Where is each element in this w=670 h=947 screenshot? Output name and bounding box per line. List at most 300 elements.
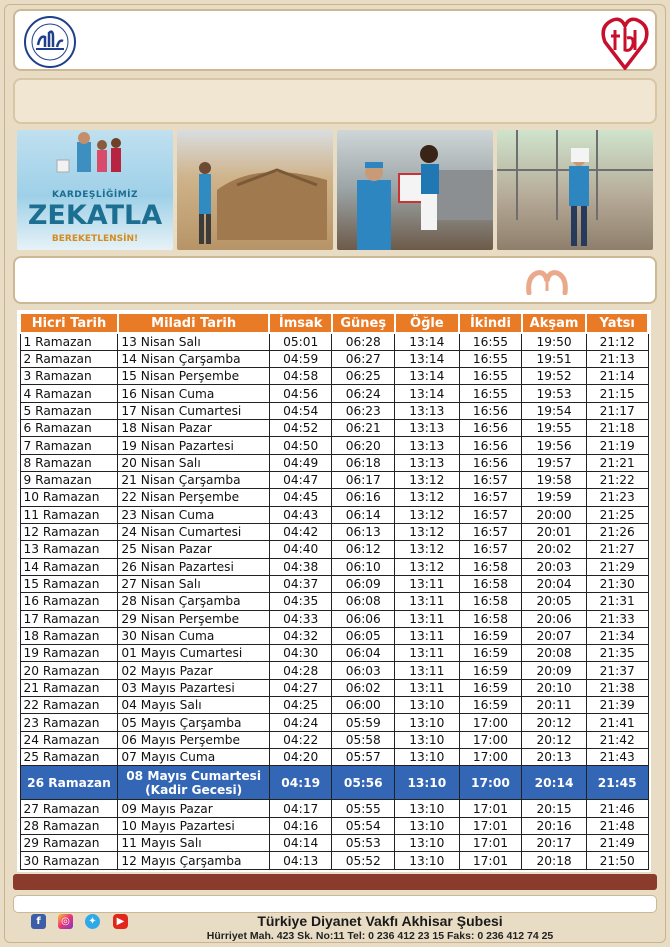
org-address: Hürriyet Mah. 423 Sk. No:11 Tel: 0 236 412 23 15 Faks: 0 236 412 74 25 — [206, 930, 554, 942]
youtube-icon[interactable]: ▶ — [113, 914, 128, 929]
cell-hicri: 29 Ramazan — [20, 834, 118, 851]
cell-aksam: 20:16 — [522, 817, 587, 834]
cell-ogle: 13:11 — [395, 575, 460, 592]
cell-aksam: 19:55 — [522, 420, 587, 437]
table-row — [20, 333, 648, 350]
cell-yatsi: 21:29 — [586, 558, 648, 575]
cell-ogle: 13:11 — [395, 645, 460, 662]
cell-ogle: 13:11 — [395, 679, 460, 696]
cell-aksam: 20:17 — [522, 834, 587, 851]
cell-ogle: 13:14 — [395, 350, 460, 367]
col-header-miladi: Miladi Tarih — [118, 313, 269, 333]
cell-aksam: 20:07 — [522, 627, 587, 644]
cell-hicri: 16 Ramazan — [20, 593, 118, 610]
cell-miladi: 28 Nisan Çarşamba — [118, 593, 269, 610]
cell-miladi: 19 Nisan Pazartesi — [118, 437, 269, 454]
cell-ikindi: 16:55 — [459, 350, 522, 367]
cell-ogle: 13:13 — [395, 454, 460, 471]
cell-gunes: 06:05 — [332, 627, 395, 644]
cell-yatsi: 21:42 — [586, 731, 648, 748]
cell-imsak: 04:45 — [269, 489, 332, 506]
cell-miladi: 20 Nisan Salı — [118, 454, 269, 471]
cell-ikindi: 16:55 — [459, 333, 522, 350]
cell-gunes: 05:56 — [332, 766, 395, 800]
col-header-hicri: Hicri Tarih — [20, 313, 118, 333]
cell-gunes: 06:17 — [332, 472, 395, 489]
cell-ikindi: 16:59 — [459, 645, 522, 662]
table-row — [20, 749, 648, 766]
cell-yatsi: 21:21 — [586, 454, 648, 471]
cell-imsak: 04:40 — [269, 541, 332, 558]
cell-ogle: 13:10 — [395, 834, 460, 851]
cell-aksam: 19:57 — [522, 454, 587, 471]
table-row — [20, 541, 648, 558]
header-box — [13, 9, 657, 71]
cell-ogle: 13:12 — [395, 472, 460, 489]
cell-miladi: 29 Nisan Perşembe — [118, 610, 269, 627]
cell-miladi: 01 Mayıs Cumartesi — [118, 645, 269, 662]
cell-aksam: 19:56 — [522, 437, 587, 454]
cell-aksam: 19:59 — [522, 489, 587, 506]
cell-ogle: 13:14 — [395, 385, 460, 402]
col-header-ikindi: İkindi — [459, 313, 522, 333]
photo-strip — [13, 130, 657, 250]
cell-ogle: 13:10 — [395, 697, 460, 714]
info-box — [13, 256, 657, 304]
cell-imsak: 04:49 — [269, 454, 332, 471]
cell-hicri: 26 Ramazan — [20, 766, 118, 800]
cell-ikindi: 16:58 — [459, 610, 522, 627]
cell-imsak: 04:56 — [269, 385, 332, 402]
cell-imsak: 04:13 — [269, 852, 332, 870]
col-header-yatsi: Yatsı — [586, 313, 648, 333]
cell-yatsi: 21:39 — [586, 697, 648, 714]
cell-imsak: 04:38 — [269, 558, 332, 575]
cell-ogle: 13:10 — [395, 766, 460, 800]
cell-ikindi: 17:01 — [459, 817, 522, 834]
table-row — [20, 489, 648, 506]
cell-ogle: 13:10 — [395, 800, 460, 817]
table-row — [20, 506, 648, 523]
cell-imsak: 04:19 — [269, 766, 332, 800]
cell-miladi: 04 Mayıs Salı — [118, 697, 269, 714]
cell-gunes: 05:55 — [332, 800, 395, 817]
cell-ogle: 13:10 — [395, 749, 460, 766]
cell-miladi: 15 Nisan Perşembe — [118, 368, 269, 385]
cell-ogle: 13:10 — [395, 817, 460, 834]
cell-aksam: 20:09 — [522, 662, 587, 679]
cell-gunes: 06:00 — [332, 697, 395, 714]
cell-ogle: 13:13 — [395, 437, 460, 454]
cell-aksam: 19:50 — [522, 333, 587, 350]
zekat-top-text: KARDEŞLİĞİMİZ — [51, 190, 139, 200]
cell-gunes: 06:13 — [332, 523, 395, 540]
table-row — [20, 852, 648, 870]
cell-ikindi: 17:00 — [459, 731, 522, 748]
cell-yatsi: 21:14 — [586, 368, 648, 385]
cell-yatsi: 21:48 — [586, 817, 648, 834]
cell-gunes: 06:06 — [332, 610, 395, 627]
cell-gunes: 06:28 — [332, 333, 395, 350]
cell-gunes: 05:52 — [332, 852, 395, 870]
cell-ikindi: 16:59 — [459, 697, 522, 714]
col-header-aksam: Akşam — [522, 313, 587, 333]
cell-ikindi: 16:57 — [459, 523, 522, 540]
table-row — [20, 472, 648, 489]
cell-yatsi: 21:49 — [586, 834, 648, 851]
cell-gunes: 06:14 — [332, 506, 395, 523]
cell-miladi: 05 Mayıs Çarşamba — [118, 714, 269, 731]
cell-ikindi: 16:57 — [459, 489, 522, 506]
table-row — [20, 817, 648, 834]
people-illustration — [17, 130, 173, 190]
cell-imsak: 04:25 — [269, 697, 332, 714]
cell-yatsi: 21:13 — [586, 350, 648, 367]
cell-imsak: 04:30 — [269, 645, 332, 662]
cell-hicri: 8 Ramazan — [20, 454, 118, 471]
cell-ogle: 13:11 — [395, 662, 460, 679]
aid-photo-construction — [497, 130, 653, 250]
cell-ikindi: 17:00 — [459, 766, 522, 800]
table-row — [20, 385, 648, 402]
cell-imsak: 04:54 — [269, 402, 332, 419]
table-row — [20, 714, 648, 731]
cell-aksam: 19:54 — [522, 402, 587, 419]
cell-miladi: 08 Mayıs Cumartesi (Kadir Gecesi) — [118, 766, 269, 800]
table-row — [20, 731, 648, 748]
cell-aksam: 20:03 — [522, 558, 587, 575]
cell-yatsi: 21:46 — [586, 800, 648, 817]
cell-gunes: 06:10 — [332, 558, 395, 575]
cell-hicri: 15 Ramazan — [20, 575, 118, 592]
cell-imsak: 04:43 — [269, 506, 332, 523]
table-body — [20, 333, 648, 870]
cell-ogle: 13:12 — [395, 523, 460, 540]
cell-miladi: 26 Nisan Pazartesi — [118, 558, 269, 575]
cell-ogle: 13:11 — [395, 593, 460, 610]
diyanet-logo-icon — [23, 15, 77, 69]
brown-divider-bar — [13, 874, 657, 890]
table-row — [20, 454, 648, 471]
zekat-campaign-image — [17, 130, 173, 250]
cell-aksam: 20:12 — [522, 714, 587, 731]
cell-yatsi: 21:34 — [586, 627, 648, 644]
org-name: Türkiye Diyanet Vakfı Akhisar Şubesi — [257, 913, 503, 929]
cell-aksam: 20:05 — [522, 593, 587, 610]
cell-miladi: 25 Nisan Pazar — [118, 541, 269, 558]
cell-miladi: 10 Mayıs Pazartesi — [118, 817, 269, 834]
cell-yatsi: 21:18 — [586, 420, 648, 437]
table-row — [20, 645, 648, 662]
cell-yatsi: 21:22 — [586, 472, 648, 489]
banner-strip — [13, 78, 657, 124]
tdv-logo-icon — [601, 14, 649, 70]
cell-ogle: 13:14 — [395, 368, 460, 385]
cell-imsak: 04:37 — [269, 575, 332, 592]
cell-ikindi: 17:00 — [459, 714, 522, 731]
cell-ogle: 13:10 — [395, 714, 460, 731]
cell-yatsi: 21:31 — [586, 593, 648, 610]
cell-miladi: 23 Nisan Cuma — [118, 506, 269, 523]
cell-imsak: 04:42 — [269, 523, 332, 540]
zekat-sub-text: BEREKETLENSİN! — [51, 234, 139, 244]
cell-gunes: 06:16 — [332, 489, 395, 506]
cell-gunes: 05:53 — [332, 834, 395, 851]
cell-ogle: 13:10 — [395, 731, 460, 748]
cell-imsak: 04:17 — [269, 800, 332, 817]
cell-ogle: 13:12 — [395, 489, 460, 506]
cell-hicri: 21 Ramazan — [20, 679, 118, 696]
cell-miladi: 14 Nisan Çarşamba — [118, 350, 269, 367]
cell-ogle: 13:12 — [395, 541, 460, 558]
cell-gunes: 05:57 — [332, 749, 395, 766]
cell-imsak: 04:50 — [269, 437, 332, 454]
table-row — [20, 420, 648, 437]
cell-ogle: 13:11 — [395, 610, 460, 627]
cell-miladi: 11 Mayıs Salı — [118, 834, 269, 851]
cell-ogle: 13:11 — [395, 627, 460, 644]
cell-yatsi: 21:43 — [586, 749, 648, 766]
table-row — [20, 679, 648, 696]
cell-imsak: 04:59 — [269, 350, 332, 367]
cell-gunes: 06:18 — [332, 454, 395, 471]
cell-miladi: 13 Nisan Salı — [118, 333, 269, 350]
cell-yatsi: 21:27 — [586, 541, 648, 558]
twitter-icon[interactable]: ✦ — [85, 914, 100, 929]
cell-imsak: 04:20 — [269, 749, 332, 766]
cell-hicri: 18 Ramazan — [20, 627, 118, 644]
cell-hicri: 2 Ramazan — [20, 350, 118, 367]
cell-miladi: 18 Nisan Pazar — [118, 420, 269, 437]
cell-imsak: 04:58 — [269, 368, 332, 385]
cell-ogle: 13:12 — [395, 558, 460, 575]
table-row — [20, 610, 648, 627]
cell-miladi: 30 Nisan Cuma — [118, 627, 269, 644]
table-row — [20, 558, 648, 575]
cell-ikindi: 16:58 — [459, 593, 522, 610]
cell-gunes: 06:25 — [332, 368, 395, 385]
cell-ikindi: 17:01 — [459, 852, 522, 870]
cell-hicri: 27 Ramazan — [20, 800, 118, 817]
cell-yatsi: 21:50 — [586, 852, 648, 870]
cell-hicri: 5 Ramazan — [20, 402, 118, 419]
cell-yatsi: 21:26 — [586, 523, 648, 540]
facebook-icon[interactable]: f — [31, 914, 46, 929]
cell-miladi: 24 Nisan Cumartesi — [118, 523, 269, 540]
cell-hicri: 10 Ramazan — [20, 489, 118, 506]
cell-ikindi: 16:57 — [459, 541, 522, 558]
cell-hicri: 9 Ramazan — [20, 472, 118, 489]
cell-ikindi: 16:59 — [459, 679, 522, 696]
cell-ikindi: 16:57 — [459, 506, 522, 523]
cell-gunes: 06:08 — [332, 593, 395, 610]
cell-yatsi: 21:15 — [586, 385, 648, 402]
cell-hicri: 24 Ramazan — [20, 731, 118, 748]
cell-miladi: 09 Mayıs Pazar — [118, 800, 269, 817]
cell-yatsi: 21:19 — [586, 437, 648, 454]
cell-aksam: 19:58 — [522, 472, 587, 489]
table-row — [20, 766, 648, 800]
cell-aksam: 19:53 — [522, 385, 587, 402]
cell-yatsi: 21:45 — [586, 766, 648, 800]
cell-miladi: 16 Nisan Cuma — [118, 385, 269, 402]
cell-imsak: 04:16 — [269, 817, 332, 834]
cell-ikindi: 16:56 — [459, 420, 522, 437]
table-row — [20, 368, 648, 385]
footer-box — [13, 895, 657, 913]
instagram-icon[interactable]: ◎ — [58, 914, 73, 929]
table-header-row — [20, 313, 648, 333]
cell-imsak: 04:32 — [269, 627, 332, 644]
cell-ikindi: 16:57 — [459, 472, 522, 489]
cell-ikindi: 16:58 — [459, 558, 522, 575]
table-row — [20, 437, 648, 454]
cell-yatsi: 21:35 — [586, 645, 648, 662]
table-row — [20, 800, 648, 817]
cell-hicri: 28 Ramazan — [20, 817, 118, 834]
cell-ikindi: 16:56 — [459, 454, 522, 471]
col-header-ogle: Öğle — [395, 313, 460, 333]
cell-ogle: 13:14 — [395, 333, 460, 350]
cell-gunes: 06:12 — [332, 541, 395, 558]
cell-ogle: 13:10 — [395, 852, 460, 870]
cell-ogle: 13:13 — [395, 420, 460, 437]
cell-hicri: 12 Ramazan — [20, 523, 118, 540]
cell-ikindi: 16:59 — [459, 662, 522, 679]
cell-miladi: 07 Mayıs Cuma — [118, 749, 269, 766]
cell-aksam: 20:18 — [522, 852, 587, 870]
cell-yatsi: 21:30 — [586, 575, 648, 592]
cell-miladi: 21 Nisan Çarşamba — [118, 472, 269, 489]
cell-ikindi: 16:55 — [459, 368, 522, 385]
cell-yatsi: 21:33 — [586, 610, 648, 627]
cell-ogle: 13:12 — [395, 506, 460, 523]
cell-yatsi: 21:25 — [586, 506, 648, 523]
cell-hicri: 19 Ramazan — [20, 645, 118, 662]
cell-ikindi: 16:56 — [459, 437, 522, 454]
cell-yatsi: 21:37 — [586, 662, 648, 679]
cell-imsak: 04:47 — [269, 472, 332, 489]
cell-hicri: 25 Ramazan — [20, 749, 118, 766]
cell-hicri: 30 Ramazan — [20, 852, 118, 870]
imsakiye-table-wrap — [17, 310, 651, 872]
cell-aksam: 20:04 — [522, 575, 587, 592]
cell-gunes: 06:24 — [332, 385, 395, 402]
cell-aksam: 20:08 — [522, 645, 587, 662]
cell-imsak: 04:27 — [269, 679, 332, 696]
table-row — [20, 523, 648, 540]
col-header-gunes: Güneş — [332, 313, 395, 333]
cell-aksam: 20:14 — [522, 766, 587, 800]
table-row — [20, 350, 648, 367]
cell-gunes: 06:20 — [332, 437, 395, 454]
cell-ikindi: 16:56 — [459, 402, 522, 419]
cell-gunes: 06:09 — [332, 575, 395, 592]
table-row — [20, 662, 648, 679]
cell-gunes: 05:59 — [332, 714, 395, 731]
cell-miladi: 27 Nisan Salı — [118, 575, 269, 592]
cell-aksam: 20:02 — [522, 541, 587, 558]
col-header-imsak: İmsak — [269, 313, 332, 333]
cell-aksam: 20:13 — [522, 749, 587, 766]
cell-aksam: 20:01 — [522, 523, 587, 540]
cell-hicri: 4 Ramazan — [20, 385, 118, 402]
cell-yatsi: 21:17 — [586, 402, 648, 419]
cell-ikindi: 17:01 — [459, 800, 522, 817]
cell-aksam: 20:00 — [522, 506, 587, 523]
cell-miladi: 03 Mayıs Pazartesi — [118, 679, 269, 696]
aid-photo-village — [177, 130, 333, 250]
table-row — [20, 627, 648, 644]
cell-aksam: 20:10 — [522, 679, 587, 696]
cell-miladi: 02 Mayıs Pazar — [118, 662, 269, 679]
cell-ikindi: 17:00 — [459, 749, 522, 766]
cell-hicri: 23 Ramazan — [20, 714, 118, 731]
cell-hicri: 20 Ramazan — [20, 662, 118, 679]
cell-gunes: 06:04 — [332, 645, 395, 662]
table-row — [20, 402, 648, 419]
cell-yatsi: 21:12 — [586, 333, 648, 350]
cell-gunes: 06:03 — [332, 662, 395, 679]
cell-hicri: 1 Ramazan — [20, 333, 118, 350]
cell-gunes: 06:23 — [332, 402, 395, 419]
table-row — [20, 593, 648, 610]
cell-imsak: 04:22 — [269, 731, 332, 748]
cell-imsak: 04:24 — [269, 714, 332, 731]
cell-imsak: 04:35 — [269, 593, 332, 610]
cell-ikindi: 16:55 — [459, 385, 522, 402]
cell-miladi: 22 Nisan Perşembe — [118, 489, 269, 506]
table-row — [20, 575, 648, 592]
cell-imsak: 04:33 — [269, 610, 332, 627]
cell-hicri: 14 Ramazan — [20, 558, 118, 575]
cell-gunes: 06:21 — [332, 420, 395, 437]
cell-hicri: 3 Ramazan — [20, 368, 118, 385]
cell-aksam: 20:11 — [522, 697, 587, 714]
aid-photo-delivery — [337, 130, 493, 250]
cell-imsak: 04:52 — [269, 420, 332, 437]
cell-aksam: 19:52 — [522, 368, 587, 385]
cell-yatsi: 21:41 — [586, 714, 648, 731]
cell-imsak: 05:01 — [269, 333, 332, 350]
cell-hicri: 6 Ramazan — [20, 420, 118, 437]
cell-ikindi: 16:58 — [459, 575, 522, 592]
cell-miladi: 17 Nisan Cumartesi — [118, 402, 269, 419]
cell-hicri: 13 Ramazan — [20, 541, 118, 558]
cell-gunes: 06:27 — [332, 350, 395, 367]
cell-aksam: 19:51 — [522, 350, 587, 367]
cell-hicri: 22 Ramazan — [20, 697, 118, 714]
cell-hicri: 7 Ramazan — [20, 437, 118, 454]
cell-miladi: 12 Mayıs Çarşamba — [118, 852, 269, 870]
cell-ogle: 13:13 — [395, 402, 460, 419]
zekat-main-text: ZEKATLA — [27, 200, 163, 231]
cell-imsak: 04:14 — [269, 834, 332, 851]
cell-gunes: 05:54 — [332, 817, 395, 834]
cell-hicri: 17 Ramazan — [20, 610, 118, 627]
cell-miladi: 06 Mayıs Perşembe — [118, 731, 269, 748]
cell-gunes: 06:02 — [332, 679, 395, 696]
heart-hands-icon — [525, 265, 569, 295]
cell-ikindi: 16:59 — [459, 627, 522, 644]
cell-ikindi: 17:01 — [459, 834, 522, 851]
cell-imsak: 04:28 — [269, 662, 332, 679]
cell-hicri: 11 Ramazan — [20, 506, 118, 523]
cell-aksam: 20:06 — [522, 610, 587, 627]
imsakiye-table — [19, 312, 649, 870]
table-row — [20, 834, 648, 851]
cell-yatsi: 21:38 — [586, 679, 648, 696]
